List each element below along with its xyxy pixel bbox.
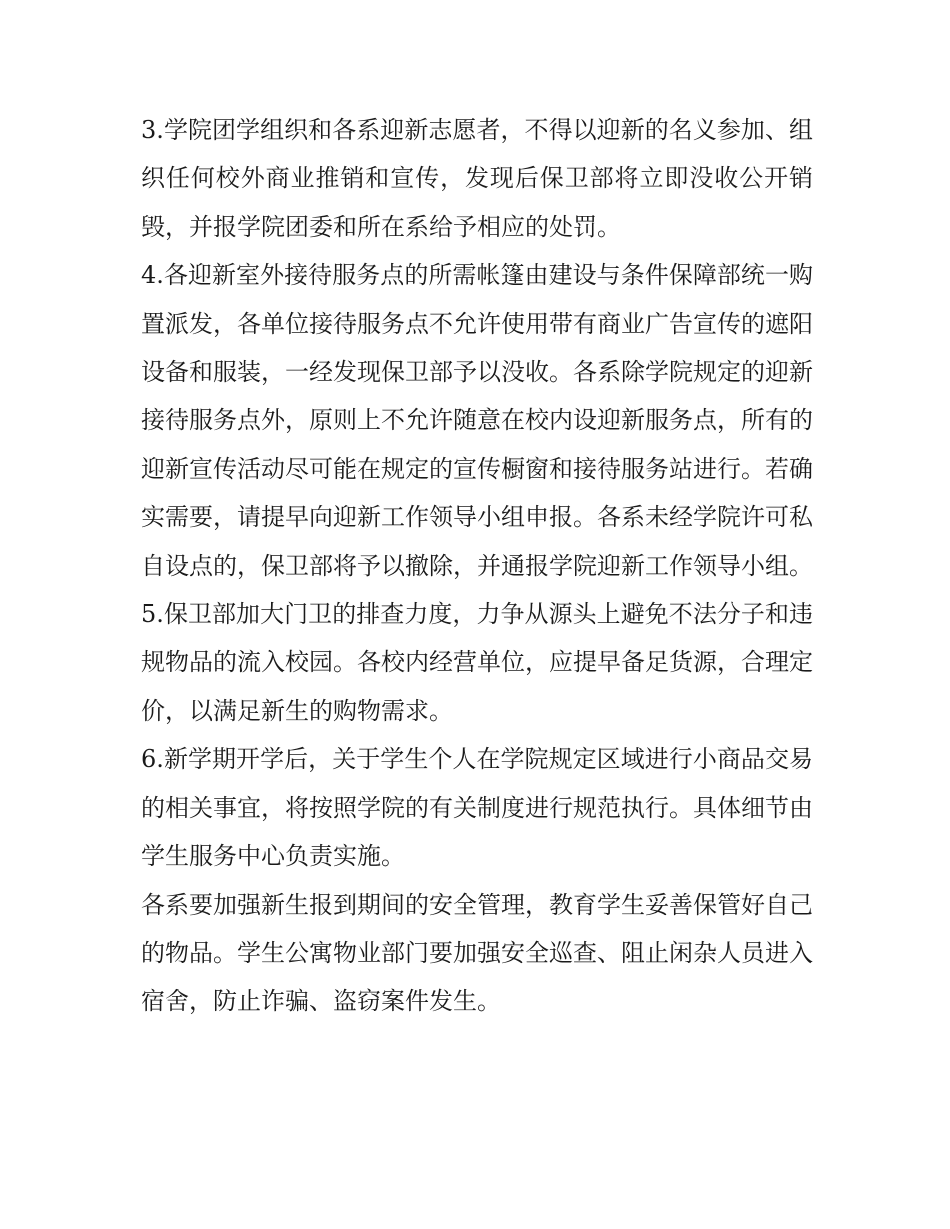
paragraph-item-4: 4.各迎新室外接待服务点的所需帐篷由建设与条件保障部统一购置派发，各单位接待服务点不允许使用带有商业广告宣传的遮阳设备和服装，一经发现保卫部予以没收。各系除学院规定的迎新接待服务点外，原则上不允许随意在校内设迎新服务点，所有的迎新宣传活动尽可能在规定的宣传橱窗和接待服务站进行。若确实需要，请提早向迎新工作领导小组申报。各系未经学院许可私自设点的，保卫部将予以撤除，并通报学院迎新工作领导小组。 [141, 261, 813, 580]
paragraph-item-5: 5.保卫部加大门卫的排查力度，力争从源头上避免不法分子和违规物品的流入校园。各校内经营单位，应提早备足货源，合理定价，以满足新生的购物需求。 [141, 600, 813, 725]
document-body [141, 106, 813, 1026]
paragraph-safety-management: 各系要加强新生报到期间的安全管理，教育学生妥善保管好自己的物品。学生公寓物业部门要加强安全巡查、阻止闲杂人员进入宿舍，防止诈骗、盗窃案件发生。 [141, 890, 813, 1016]
paragraph-item-3: 3.学院团学组织和各系迎新志愿者，不得以迎新的名义参加、组织任何校外商业推销和宣传，发现后保卫部将立即没收公开销毁，并报学院团委和所在系给予相应的处罚。 [141, 116, 813, 241]
paragraph-item-6: 6.新学期开学后，关于学生个人在学院规定区域进行小商品交易的相关事宜，将按照学院的有关制度进行规范执行。具体细节由学生服务中心负责实施。 [141, 745, 813, 871]
